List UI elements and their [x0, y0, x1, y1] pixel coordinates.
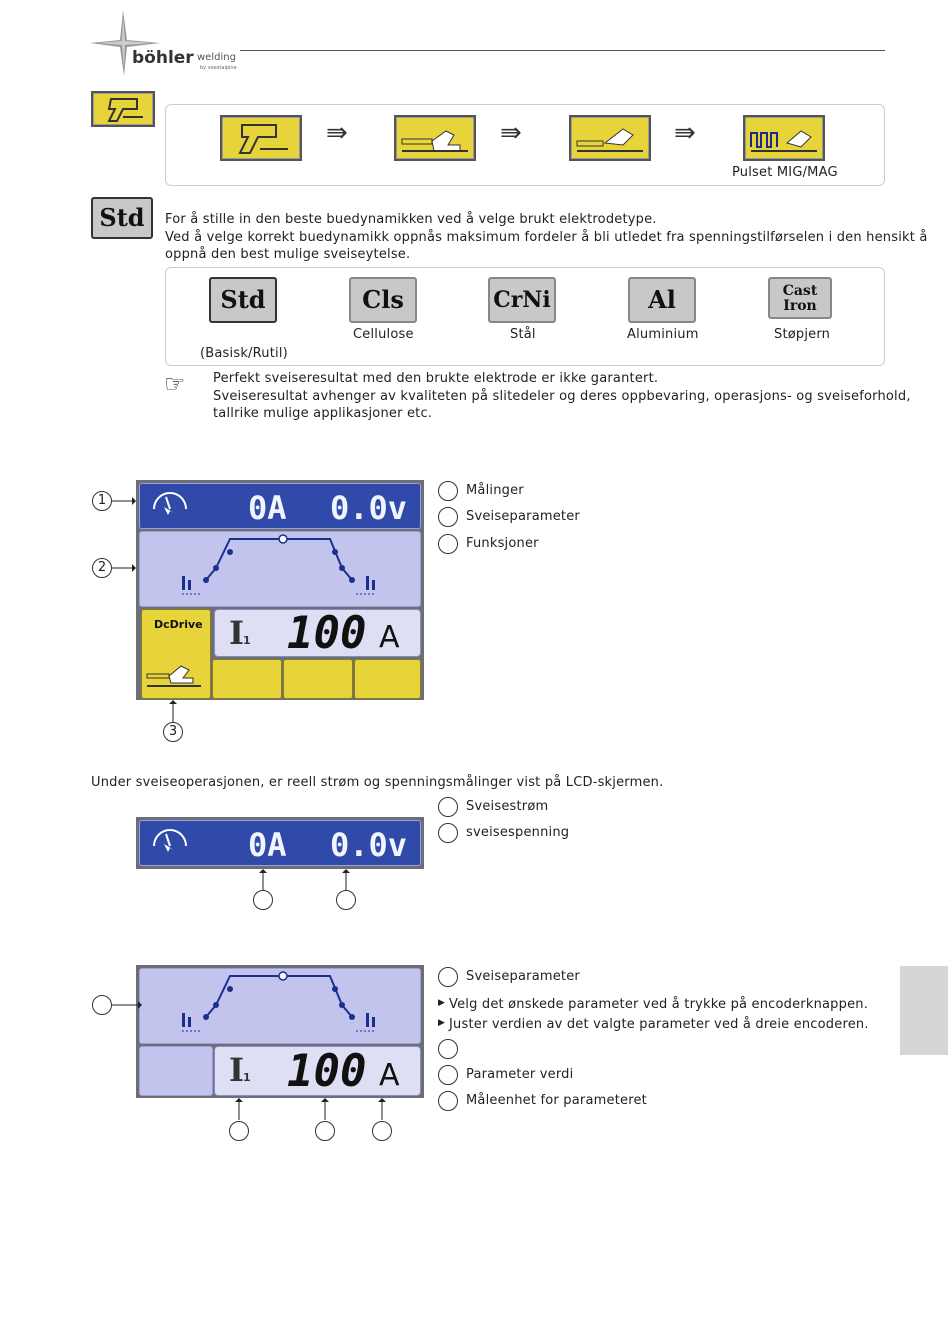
option-icon-text: Std	[220, 285, 266, 314]
callout-empty	[253, 890, 273, 910]
lcd-display-parameters	[136, 965, 424, 1098]
legend-parameter-verdi: Parameter verdi	[466, 1067, 574, 1082]
arrow-icon: ⇛	[674, 118, 696, 148]
page-side-tab	[900, 966, 948, 1055]
welding-cycle-graph	[140, 969, 420, 1043]
bullet-arrow-icon: ▶	[438, 998, 445, 1008]
legend-circle	[438, 1091, 458, 1111]
electrode-cast-iron-label: Støpjern	[774, 327, 831, 342]
callout-arrow	[234, 1098, 244, 1120]
lcd-parameter-graph	[139, 531, 421, 607]
electrode-cast-iron-option[interactable]	[768, 277, 832, 319]
legend-malinger: Målinger	[466, 483, 524, 498]
note-line3: tallrike mulige applikasjoner etc.	[213, 406, 433, 421]
pulse-wave-icon	[745, 117, 823, 159]
arrow-icon: ⇛	[326, 118, 348, 148]
logo-by: by voestalpine	[200, 65, 237, 71]
lcd-display-measurements	[136, 817, 424, 869]
electrode-types-panel	[165, 267, 885, 366]
header-rule	[240, 50, 885, 51]
callout-arrow	[320, 1098, 330, 1120]
legend-circle	[438, 967, 458, 987]
callout-arrow	[112, 1000, 142, 1010]
electrode-intro-line3: oppnå den best mulige sveiseytelse.	[165, 247, 411, 262]
bullet-select-param: Velg det ønskede parameter ved å trykke på encoderknappen.	[449, 997, 869, 1012]
electrode-crni-option[interactable]	[488, 277, 556, 323]
callout-empty	[92, 995, 112, 1015]
electrode-cls-label: Cellulose	[353, 327, 414, 342]
logo-suffix: welding	[197, 52, 236, 63]
param-unit: A	[379, 620, 400, 655]
logo-name: böhler	[132, 48, 194, 68]
process-sequence-panel	[165, 104, 885, 186]
legend-circle	[438, 797, 458, 817]
param-value: 100	[287, 1046, 367, 1097]
torch-icon	[222, 117, 300, 159]
note-line1: Perfekt sveiseresultat med den brukte elektrode er ikke garantert.	[213, 371, 659, 386]
bullet-adjust-value: Juster verdien av det valgte parameter ved å dreie encoderen.	[449, 1017, 869, 1032]
legend-funksjoner: Funksjoner	[466, 536, 539, 551]
callout-empty	[229, 1121, 249, 1141]
electrode-intro-line1: For å stille in den beste buedynamikken ved å velge brukt elektrodetype.	[165, 212, 657, 227]
pulsed-mig-label: Pulset MIG/MAG	[732, 165, 838, 180]
callout-empty	[372, 1121, 392, 1141]
callout-arrow	[168, 700, 178, 722]
dcdrive-function-tab[interactable]	[141, 609, 211, 699]
callout-arrow	[258, 869, 268, 891]
callout-2: 2	[92, 558, 112, 578]
function-tab-2[interactable]	[212, 659, 282, 699]
electrode-crni-label: Stål	[510, 327, 536, 342]
electrode-al-option[interactable]	[628, 277, 696, 323]
tig-icon-tile	[569, 115, 651, 161]
voltage-readout: 0.0v	[330, 826, 408, 864]
mig-process-button[interactable]	[91, 91, 155, 127]
electrode-al-label: Aluminium	[627, 327, 699, 342]
legend-circle	[438, 823, 458, 843]
pulsed-mig-icon-tile	[743, 115, 825, 161]
option-icon-text: Al	[648, 285, 676, 314]
callout-arrow	[377, 1098, 387, 1120]
legend-circle	[438, 1065, 458, 1085]
std-button-label: Std	[99, 203, 145, 232]
gauge-icon	[148, 824, 192, 864]
callout-arrow	[341, 869, 351, 891]
legend-circle	[438, 534, 458, 554]
callout-1: 1	[92, 491, 112, 511]
legend-circle	[438, 481, 458, 501]
dcdrive-label: DcDrive	[154, 618, 203, 631]
lcd-parameter-value	[214, 1046, 421, 1096]
option-icon-text: Cast Iron	[782, 283, 818, 314]
logo	[90, 10, 240, 76]
torch-icon	[93, 93, 153, 125]
electrode-std-option[interactable]	[209, 277, 277, 323]
legend-circle	[438, 507, 458, 527]
mig-icon-tile	[220, 115, 302, 161]
callout-arrow	[112, 496, 136, 506]
function-tab-4[interactable]	[354, 659, 421, 699]
param-value: 100	[287, 608, 367, 659]
function-tab-3[interactable]	[283, 659, 353, 699]
electrode-intro-line2: Ved å velge korrekt buedynamikk oppnås maksimum fordeler å bli utledet fra spenningstilførselen i den hensikt å	[165, 230, 928, 245]
legend-sveiseparameter: Sveiseparameter	[466, 509, 580, 524]
bullet-arrow-icon: ▶	[438, 1018, 445, 1028]
electrode-std-label: (Basisk/Rutil)	[200, 346, 288, 361]
param-unit: A	[379, 1058, 400, 1093]
option-icon-text: CrNi	[493, 287, 551, 313]
callout-arrow	[112, 563, 136, 573]
lcd-blank-area	[139, 1046, 213, 1096]
lcd-measurement-bar	[139, 820, 421, 866]
electrode-holder-icon	[396, 117, 474, 159]
voltage-readout: 0.0v	[330, 489, 408, 527]
legend-sveisestrom: Sveisestrøm	[466, 799, 549, 814]
std-electrode-button[interactable]	[91, 197, 153, 239]
note-line2: Sveiseresultat avhenger av kvaliteten på slitedeler og deres oppbevaring, operasjons- og sveiseforhold,	[213, 389, 911, 404]
param-symbol: I	[229, 614, 244, 652]
electrode-cls-option[interactable]	[349, 277, 417, 323]
option-icon-text: Cls	[362, 285, 404, 314]
electrode-holder-icon	[145, 654, 205, 694]
legend-maleenhet: Måleenhet for parameteret	[466, 1093, 647, 1108]
arrow-icon: ⇛	[500, 118, 522, 148]
callout-3: 3	[163, 722, 183, 742]
lcd-parameter-value	[214, 609, 421, 657]
legend-sveiseparameter-2: Sveiseparameter	[466, 969, 580, 984]
lcd-display-main	[136, 480, 424, 700]
legend-circle	[438, 1039, 458, 1059]
param-symbol: I	[229, 1051, 244, 1089]
tig-torch-icon	[571, 117, 649, 159]
electrode-welding-icon-tile	[394, 115, 476, 161]
lcd-measurement-bar	[139, 483, 421, 529]
current-readout: 0A	[248, 826, 287, 864]
hand-pointer-icon: ☞	[164, 370, 186, 398]
gauge-icon	[148, 487, 192, 527]
current-readout: 0A	[248, 489, 287, 527]
callout-empty	[315, 1121, 335, 1141]
welding-cycle-graph	[140, 532, 420, 606]
callout-empty	[336, 890, 356, 910]
param-subscript: 1	[243, 634, 251, 647]
legend-sveisespenning: sveisespenning	[466, 825, 570, 840]
param-subscript: 1	[243, 1071, 251, 1084]
lcd-parameter-graph	[139, 968, 421, 1044]
measurements-text: Under sveiseoperasjonen, er reell strøm og spenningsmålinger vist på LCD-skjermen.	[91, 775, 664, 790]
